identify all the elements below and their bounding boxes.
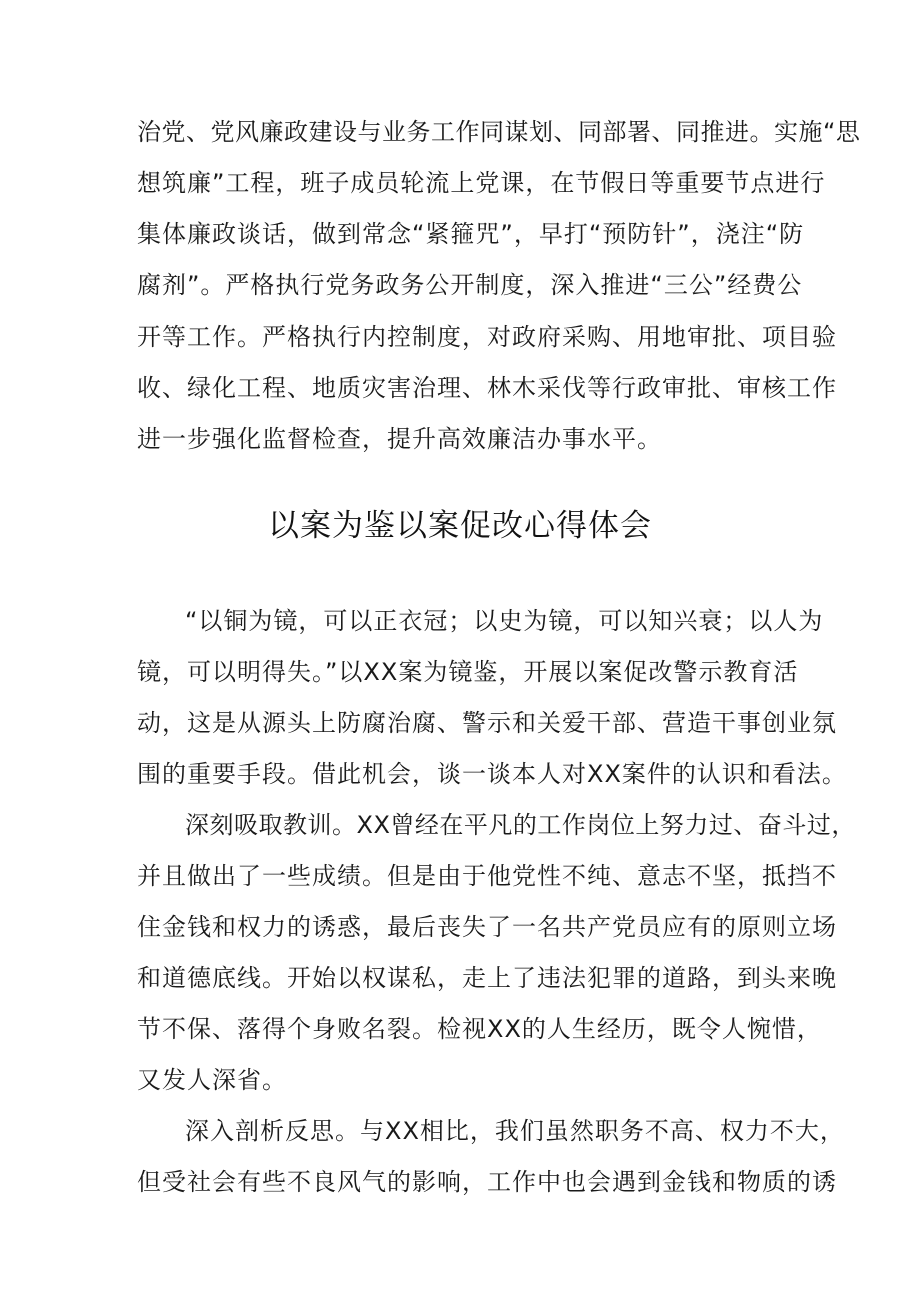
text-line: “以铜为镜，可以正衣冠；以史为镜，可以知兴衰；以人为 [185,607,824,635]
text-line: 节不保、落得个身败名裂。检视XX的人生经历，既令人惋惜， [137,1015,822,1043]
text-line: 和道德底线。开始以权谋私，走上了违法犯罪的道路，到头来晚 [137,964,837,992]
text-line: 想筑廉”工程，班子成员轮流上党课，在节假日等重要节点进行 [137,169,826,197]
text-line: 动，这是从源头上防腐治腐、警示和关爱干部、营造干事创业氛 [137,709,837,737]
text-line: 又发人深省。 [137,1066,287,1094]
article-title: 以案为鉴以案促改心得体会 [268,508,652,544]
text-line: 但受社会有些不良风气的影响，工作中也会遇到金钱和物质的诱 [137,1168,837,1196]
text-line: 围的重要手段。借此机会，谈一谈本人对XX案件的认识和看法。 [137,760,847,788]
text-line: 并且做出了一些成绩。但是由于他党性不纯、意志不坚，抵挡不 [137,862,837,890]
text-line: 住金钱和权力的诱惑，最后丧失了一名共产党员应有的原则立场 [137,913,837,941]
text-line: 腐剂”。严格执行党务政务公开制度，深入推进“三公”经费公 [137,271,803,299]
text-line: 镜，可以明得失。”以XX案为镜鉴，开展以案促改警示教育活 [137,658,799,686]
text-line: 深入剖析反思。与XX相比，我们虽然职务不高、权力不大， [185,1117,845,1145]
text-line: 集体廉政谈话，做到常念“紧箍咒”，早打“预防针”，浇注“防 [137,220,805,248]
text-line: 开等工作。严格执行内控制度，对政府采购、用地审批、项目验 [137,323,837,351]
text-line: 深刻吸取教训。XX曾经在平凡的工作岗位上努力过、奋斗过， [185,811,856,839]
text-line: 治党、党风廉政建设与业务工作同谋划、同部署、同推进。实施“思 [137,118,861,146]
text-line: 收、绿化工程、地质灾害治理、林木采伐等行政审批、审核工作 [137,374,837,402]
text-line: 进一步强化监督检查，提升高效廉洁办事水平。 [137,425,662,453]
